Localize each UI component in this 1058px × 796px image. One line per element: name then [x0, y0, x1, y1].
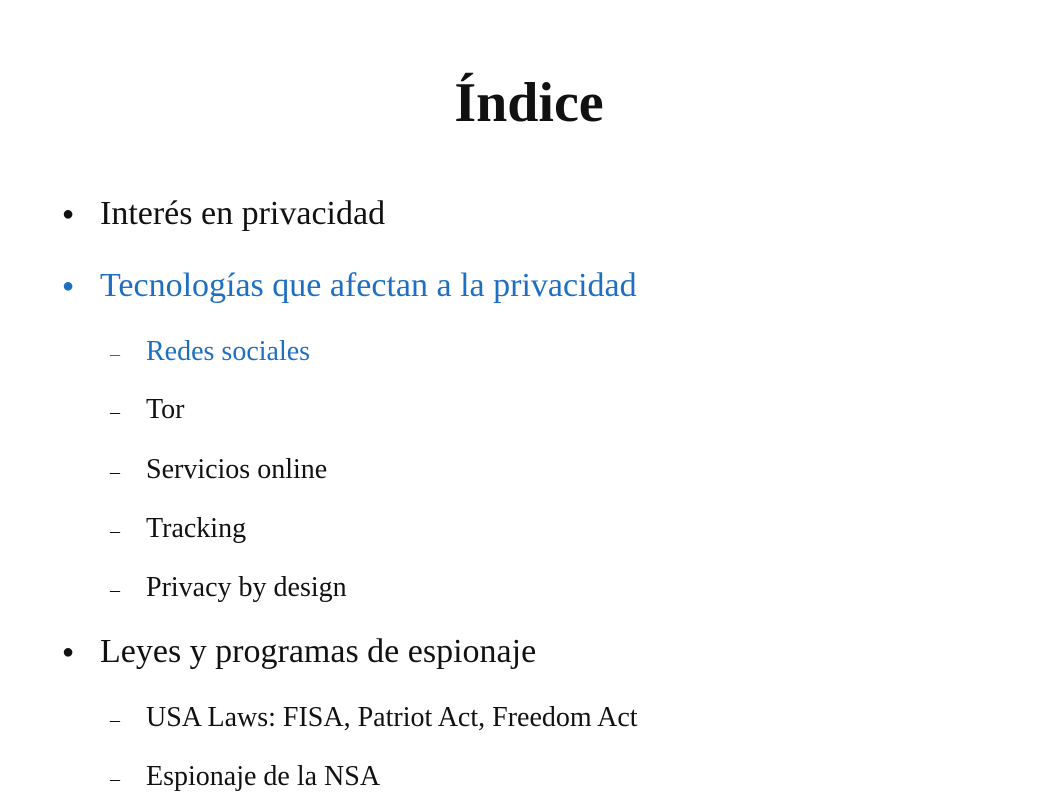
- sub-list-item-text: Privacy by design: [146, 572, 347, 603]
- bullet-icon: ●: [62, 275, 75, 297]
- dash-icon: –: [110, 461, 120, 483]
- sub-list-item-text: Espionaje de la NSA: [146, 761, 381, 792]
- dash-icon: –: [110, 709, 120, 731]
- list-item-text: Leyes y programas de espionaje: [100, 633, 537, 670]
- sub-list-item-text: Tor: [146, 394, 185, 425]
- dash-icon: –: [110, 768, 120, 790]
- list-item-text: Interés en privacidad: [100, 195, 386, 232]
- bullet-icon: ●: [62, 641, 75, 663]
- dash-icon: –: [110, 520, 120, 542]
- dash-icon: –: [110, 401, 120, 423]
- sub-list-item-text: USA Laws: FISA, Patriot Act, Freedom Act: [146, 702, 638, 733]
- sub-list-item-text: Servicios online: [146, 454, 328, 485]
- sub-list-item-text: Redes sociales: [146, 336, 311, 367]
- bullet-icon: ●: [62, 203, 75, 225]
- sub-list-item-text: Tracking: [146, 513, 247, 544]
- dash-icon: –: [110, 579, 120, 601]
- list-item-text: Tecnologías que afectan a la privacidad: [100, 267, 637, 304]
- slide-title: Índice: [454, 72, 604, 134]
- dash-icon: –: [110, 343, 120, 365]
